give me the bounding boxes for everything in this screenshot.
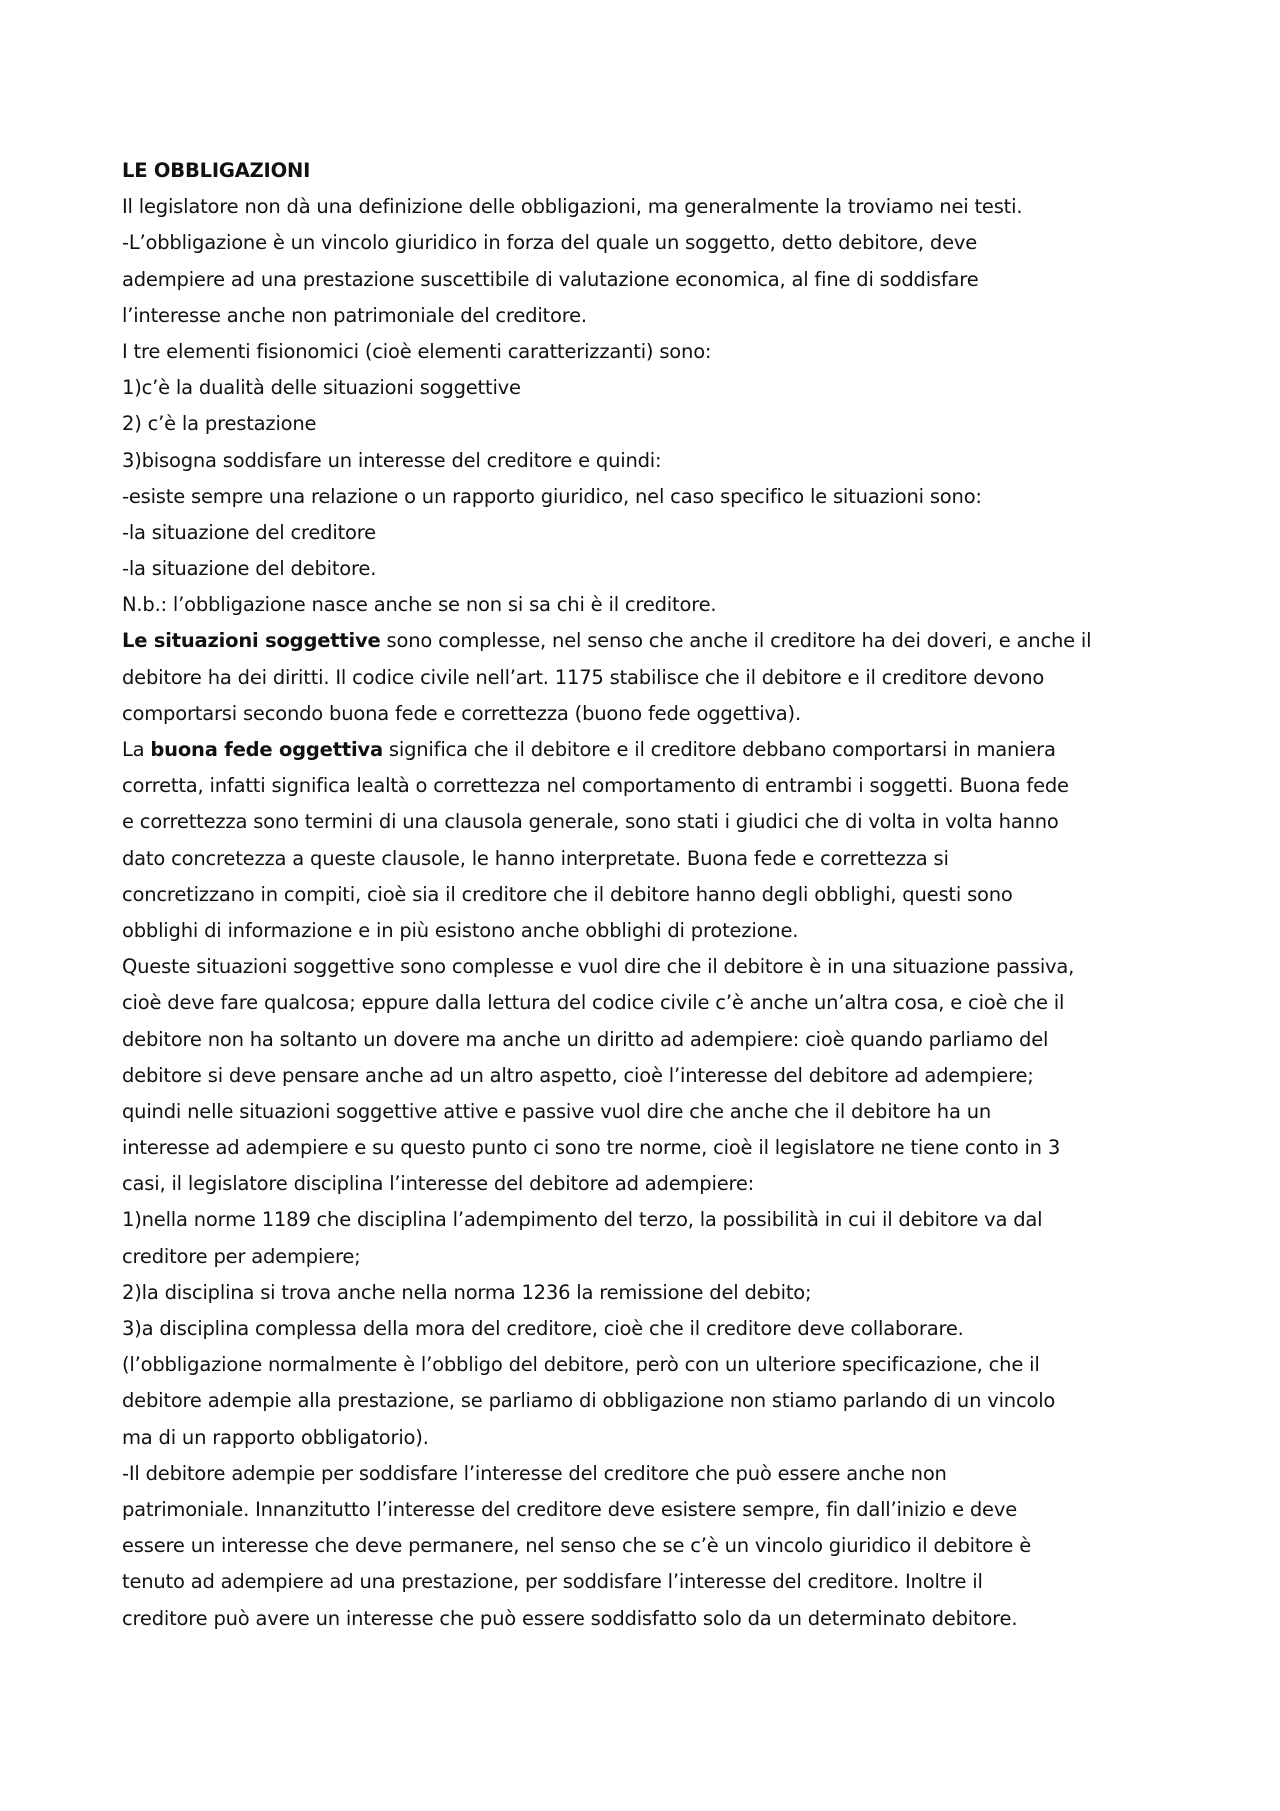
text-line	[122, 913, 1172, 949]
text-segment: sono complesse, nel senso che anche il creditore ha dei doveri, e anche il	[380, 629, 1092, 653]
text-segment: 1)c’è la dualità delle situazioni soggettive	[122, 376, 521, 400]
text-segment: l’interesse anche non patrimoniale del creditore.	[122, 303, 587, 327]
text-segment: (l’obbligazione normalmente è l’obbligo del debitore, però con un ulteriore specificazione, che il	[122, 1353, 1040, 1377]
text-segment: significa che il debitore e il creditore debbano comportarsi in maniera	[382, 738, 1056, 761]
text-line	[122, 189, 1172, 225]
bold-text-segment: Le situazioni soggettive	[122, 629, 381, 653]
text-segment: comportarsi secondo buona fede e correttezza (buono fede oggettiva).	[122, 701, 801, 725]
text-line	[122, 841, 1172, 877]
text-segment: debitore si deve pensare anche ad un altro aspetto, cioè l’interesse del debitore ad adempiere;	[122, 1063, 1034, 1087]
text-line	[122, 660, 1172, 696]
text-segment: tenuto ad adempiere ad una prestazione, per soddisfare l’interesse del creditore. Inoltre il	[122, 1570, 983, 1594]
text-segment: La	[122, 738, 151, 761]
text-segment: -L’obbligazione è un vincolo giuridico in forza del quale un soggetto, detto debitore, deve	[122, 231, 978, 255]
text-line	[122, 768, 1172, 804]
text-line	[122, 370, 1172, 406]
text-segment: interesse ad adempiere e su questo punto ci sono tre norme, cioè il legislatore ne tiene conto in 3	[122, 1136, 1061, 1160]
text-segment: casi, il legislatore disciplina l’interesse del debitore ad adempiere:	[122, 1172, 755, 1196]
text-line	[122, 696, 1172, 732]
text-segment: -la situazione del creditore	[122, 520, 376, 544]
text-segment: e correttezza sono termini di una clausola generale, sono stati i giudici che di volta in volta hanno	[122, 810, 1059, 834]
text-line	[122, 1311, 1172, 1347]
text-segment: cioè deve fare qualcosa; eppure dalla lettura del codice civile c’è anche un’altra cosa, e cioè che il	[122, 991, 1065, 1015]
text-segment: debitore adempie alla prestazione, se parliamo di obbligazione non stiamo parlando di un vincolo	[122, 1389, 1056, 1413]
text-line	[122, 1130, 1172, 1166]
text-segment: patrimoniale. Innanzitutto l’interesse del creditore deve esistere sempre, fin dall’inizio e deve	[122, 1497, 1017, 1521]
text-line	[122, 406, 1172, 442]
text-segment: essere un interesse che deve permanere, nel senso che se c’è un vincolo giuridico il debitore è	[122, 1534, 1032, 1558]
text-segment: 3)a disciplina complessa della mora del creditore, cioè che il creditore deve collaborare.	[122, 1317, 964, 1340]
bold-text-segment: buona fede oggettiva	[150, 738, 383, 761]
text-line	[122, 732, 1172, 768]
text-line	[122, 877, 1172, 913]
text-segment: -esiste sempre una relazione o un rapporto giuridico, nel caso specifico le situazioni sono:	[122, 484, 982, 508]
text-line	[122, 1456, 1172, 1492]
text-line	[122, 1094, 1172, 1130]
text-line	[122, 949, 1172, 985]
text-line	[122, 262, 1172, 298]
text-segment: N.b.: l’obbligazione nasce anche se non si sa chi è il creditore.	[122, 593, 717, 617]
text-line	[122, 443, 1172, 479]
text-line	[122, 1528, 1172, 1564]
text-line	[122, 334, 1172, 370]
text-line	[122, 1022, 1172, 1058]
text-segment: Il legislatore non dà una definizione delle obbligazioni, ma generalmente la troviamo nei testi.	[122, 195, 1023, 219]
text-segment: quindi nelle situazioni soggettive attive e passive vuol dire che anche che il debitore ha un	[122, 1099, 992, 1123]
text-line	[122, 985, 1172, 1021]
text-line	[122, 804, 1172, 840]
text-line	[122, 623, 1172, 659]
text-segment: 1)nella norme 1189 che disciplina l’adempimento del terzo, la possibilità in cui il debitore va dal	[122, 1208, 1043, 1232]
text-line	[122, 298, 1172, 334]
text-segment: 2) c’è la prestazione	[122, 412, 317, 436]
text-line	[122, 587, 1172, 623]
text-line	[122, 1202, 1172, 1238]
text-line	[122, 1347, 1172, 1383]
text-segment: -Il debitore adempie per soddisfare l’interesse del creditore che può essere anche non	[122, 1461, 947, 1485]
text-line	[122, 1492, 1172, 1528]
text-segment: corretta, infatti significa lealtà o correttezza nel comportamento di entrambi i soggetti. Buona fede	[122, 774, 1069, 798]
text-line	[122, 1275, 1172, 1311]
text-line	[122, 1166, 1172, 1202]
text-segment: dato concretezza a queste clausole, le hanno interpretate. Buona fede e correttezza si	[122, 846, 949, 870]
text-line	[122, 1564, 1172, 1600]
text-line	[122, 551, 1172, 587]
text-segment: concretizzano in compiti, cioè sia il creditore che il debitore hanno degli obblighi, questi sono	[122, 882, 1013, 906]
text-line	[122, 515, 1172, 551]
text-segment: Queste situazioni soggettive sono complesse e vuol dire che il debitore è in una situazione passiva,	[122, 955, 1075, 979]
document-title: LE OBBLIGAZIONI	[122, 159, 311, 182]
text-line	[122, 1058, 1172, 1094]
text-segment: debitore non ha soltanto un dovere ma anche un diritto ad adempiere: cioè quando parliamo del	[122, 1027, 1049, 1051]
text-segment: ma di un rapporto obbligatorio).	[122, 1425, 429, 1449]
text-line	[122, 1420, 1172, 1456]
text-segment: creditore può avere un interesse che può essere soddisfatto solo da un determinato debitore.	[122, 1606, 1018, 1630]
text-segment: 3)bisogna soddisfare un interesse del creditore e quindi:	[122, 448, 662, 472]
text-line	[122, 1383, 1172, 1419]
text-line	[122, 225, 1172, 261]
text-segment: I tre elementi fisionomici (cioè elementi caratterizzanti) sono:	[122, 339, 712, 363]
text-segment: -la situazione del debitore.	[122, 557, 377, 581]
text-line	[122, 1239, 1172, 1275]
text-segment: debitore ha dei diritti. Il codice civile nell’art. 1175 stabilisce che il debitore e il creditore devono	[122, 665, 1045, 689]
text-line	[122, 479, 1172, 515]
text-segment: creditore per adempiere;	[122, 1244, 361, 1268]
text-segment: obblighi di informazione e in più esistono anche obblighi di protezione.	[122, 918, 799, 942]
text-segment: adempiere ad una prestazione suscettibile di valutazione economica, al fine di soddisfare	[122, 267, 979, 291]
document-body	[122, 153, 1172, 1637]
text-line	[122, 1601, 1172, 1637]
text-segment: 2)la disciplina si trova anche nella norma 1236 la remissione del debito;	[122, 1280, 812, 1304]
